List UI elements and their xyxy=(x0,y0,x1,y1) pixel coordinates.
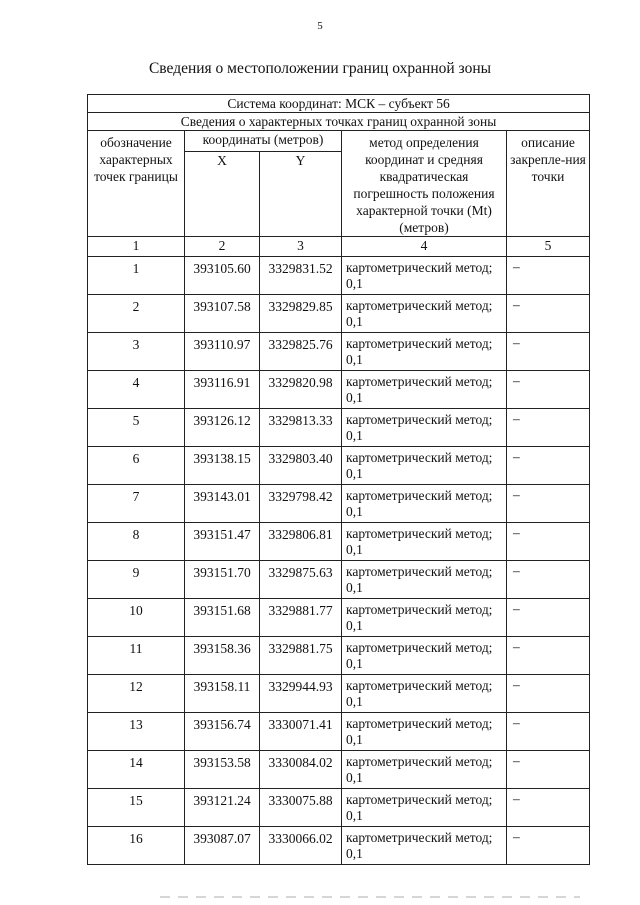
column-number: 4 xyxy=(342,237,507,257)
method-text: картометрический метод; 0,1 xyxy=(342,789,507,827)
fixation-desc: – xyxy=(507,599,590,637)
fixation-desc: – xyxy=(507,751,590,789)
table-row xyxy=(88,409,590,447)
table-row xyxy=(88,333,590,371)
coord-x: 393116.91 xyxy=(185,371,260,409)
header-point: обозначение характерных точек границы xyxy=(88,131,185,237)
column-number-row xyxy=(88,237,590,257)
header-y: Y xyxy=(260,152,342,237)
header-x: X xyxy=(185,152,260,237)
method-text: картометрический метод; 0,1 xyxy=(342,599,507,637)
fixation-desc: – xyxy=(507,523,590,561)
method-text: картометрический метод; 0,1 xyxy=(342,447,507,485)
coord-y: 3330075.88 xyxy=(260,789,342,827)
column-number: 2 xyxy=(185,237,260,257)
header-description: описание закрепле-ния точки xyxy=(507,131,590,237)
point-id: 11 xyxy=(88,637,185,675)
coord-x: 393151.70 xyxy=(185,561,260,599)
table-row xyxy=(88,675,590,713)
fixation-desc: – xyxy=(507,789,590,827)
header-row xyxy=(88,131,590,152)
table-row xyxy=(88,371,590,409)
coord-x: 393126.12 xyxy=(185,409,260,447)
coordinates-table xyxy=(87,94,590,865)
table-row xyxy=(88,827,590,865)
point-id: 4 xyxy=(88,371,185,409)
point-id: 10 xyxy=(88,599,185,637)
point-id: 8 xyxy=(88,523,185,561)
table-row xyxy=(88,751,590,789)
method-text: картометрический метод; 0,1 xyxy=(342,371,507,409)
method-text: картометрический метод; 0,1 xyxy=(342,295,507,333)
table-info-row xyxy=(88,113,590,131)
header-coordinates: координаты (метров) xyxy=(185,131,342,152)
fixation-desc: – xyxy=(507,637,590,675)
page-number: 5 xyxy=(317,20,323,32)
point-id: 1 xyxy=(88,257,185,295)
method-text: картометрический метод; 0,1 xyxy=(342,257,507,295)
table-row xyxy=(88,257,590,295)
point-id: 9 xyxy=(88,561,185,599)
coord-y: 3329803.40 xyxy=(260,447,342,485)
coord-x: 393158.11 xyxy=(185,675,260,713)
method-text: картометрический метод; 0,1 xyxy=(342,713,507,751)
coord-y: 3330084.02 xyxy=(260,751,342,789)
method-text: картометрический метод; 0,1 xyxy=(342,333,507,371)
point-id: 16 xyxy=(88,827,185,865)
coord-y: 3330066.02 xyxy=(260,827,342,865)
fixation-desc: – xyxy=(507,333,590,371)
method-text: картометрический метод; 0,1 xyxy=(342,675,507,713)
method-text: картометрический метод; 0,1 xyxy=(342,561,507,599)
coord-x: 393143.01 xyxy=(185,485,260,523)
point-id: 6 xyxy=(88,447,185,485)
coord-x: 393153.58 xyxy=(185,751,260,789)
fixation-desc: – xyxy=(507,561,590,599)
point-id: 13 xyxy=(88,713,185,751)
coord-x: 393151.68 xyxy=(185,599,260,637)
coord-y: 3329944.93 xyxy=(260,675,342,713)
coord-x: 393151.47 xyxy=(185,523,260,561)
header-method: метод определения координат и средняя квадратическая погрешность положения характерной точки (Mt) (метров) xyxy=(342,131,507,237)
table-row xyxy=(88,523,590,561)
document-title: Сведения о местоположении границ охранной зоны xyxy=(148,60,492,77)
method-text: картометрический метод; 0,1 xyxy=(342,409,507,447)
coord-y: 3329881.77 xyxy=(260,599,342,637)
method-text: картометрический метод; 0,1 xyxy=(342,523,507,561)
table-row xyxy=(88,447,590,485)
point-id: 15 xyxy=(88,789,185,827)
coord-y: 3329831.52 xyxy=(260,257,342,295)
point-id: 14 xyxy=(88,751,185,789)
method-text: картометрический метод; 0,1 xyxy=(342,751,507,789)
column-number: 1 xyxy=(88,237,185,257)
coord-x: 393110.97 xyxy=(185,333,260,371)
coord-x: 393121.24 xyxy=(185,789,260,827)
table-row xyxy=(88,599,590,637)
coord-x: 393107.58 xyxy=(185,295,260,333)
point-id: 2 xyxy=(88,295,185,333)
point-id: 12 xyxy=(88,675,185,713)
coordinate-system: Система координат: МСК – субъект 56 xyxy=(88,95,590,113)
table-row xyxy=(88,713,590,751)
table-row xyxy=(88,637,590,675)
coord-x: 393105.60 xyxy=(185,257,260,295)
method-text: картометрический метод; 0,1 xyxy=(342,827,507,865)
coordinate-system-row xyxy=(88,95,590,113)
coord-y: 3330071.41 xyxy=(260,713,342,751)
column-number: 3 xyxy=(260,237,342,257)
method-text: картометрический метод; 0,1 xyxy=(342,637,507,675)
fixation-desc: – xyxy=(507,713,590,751)
fixation-desc: – xyxy=(507,675,590,713)
fixation-desc: – xyxy=(507,485,590,523)
method-text: картометрический метод; 0,1 xyxy=(342,485,507,523)
point-id: 5 xyxy=(88,409,185,447)
table-row xyxy=(88,789,590,827)
coord-x: 393087.07 xyxy=(185,827,260,865)
coord-x: 393138.15 xyxy=(185,447,260,485)
coord-y: 3329881.75 xyxy=(260,637,342,675)
fixation-desc: – xyxy=(507,295,590,333)
fixation-desc: – xyxy=(507,827,590,865)
scan-artifact xyxy=(160,896,580,898)
coord-x: 393158.36 xyxy=(185,637,260,675)
coord-y: 3329813.33 xyxy=(260,409,342,447)
coord-y: 3329829.85 xyxy=(260,295,342,333)
coord-y: 3329806.81 xyxy=(260,523,342,561)
point-id: 7 xyxy=(88,485,185,523)
table-row xyxy=(88,561,590,599)
fixation-desc: – xyxy=(507,371,590,409)
point-id: 3 xyxy=(88,333,185,371)
coord-y: 3329875.63 xyxy=(260,561,342,599)
coord-y: 3329798.42 xyxy=(260,485,342,523)
fixation-desc: – xyxy=(507,447,590,485)
table-row xyxy=(88,295,590,333)
table-row xyxy=(88,485,590,523)
coord-y: 3329825.76 xyxy=(260,333,342,371)
coord-x: 393156.74 xyxy=(185,713,260,751)
coord-y: 3329820.98 xyxy=(260,371,342,409)
fixation-desc: – xyxy=(507,257,590,295)
fixation-desc: – xyxy=(507,409,590,447)
table-subtitle: Сведения о характерных точках границ охранной зоны xyxy=(88,113,590,131)
column-number: 5 xyxy=(507,237,590,257)
